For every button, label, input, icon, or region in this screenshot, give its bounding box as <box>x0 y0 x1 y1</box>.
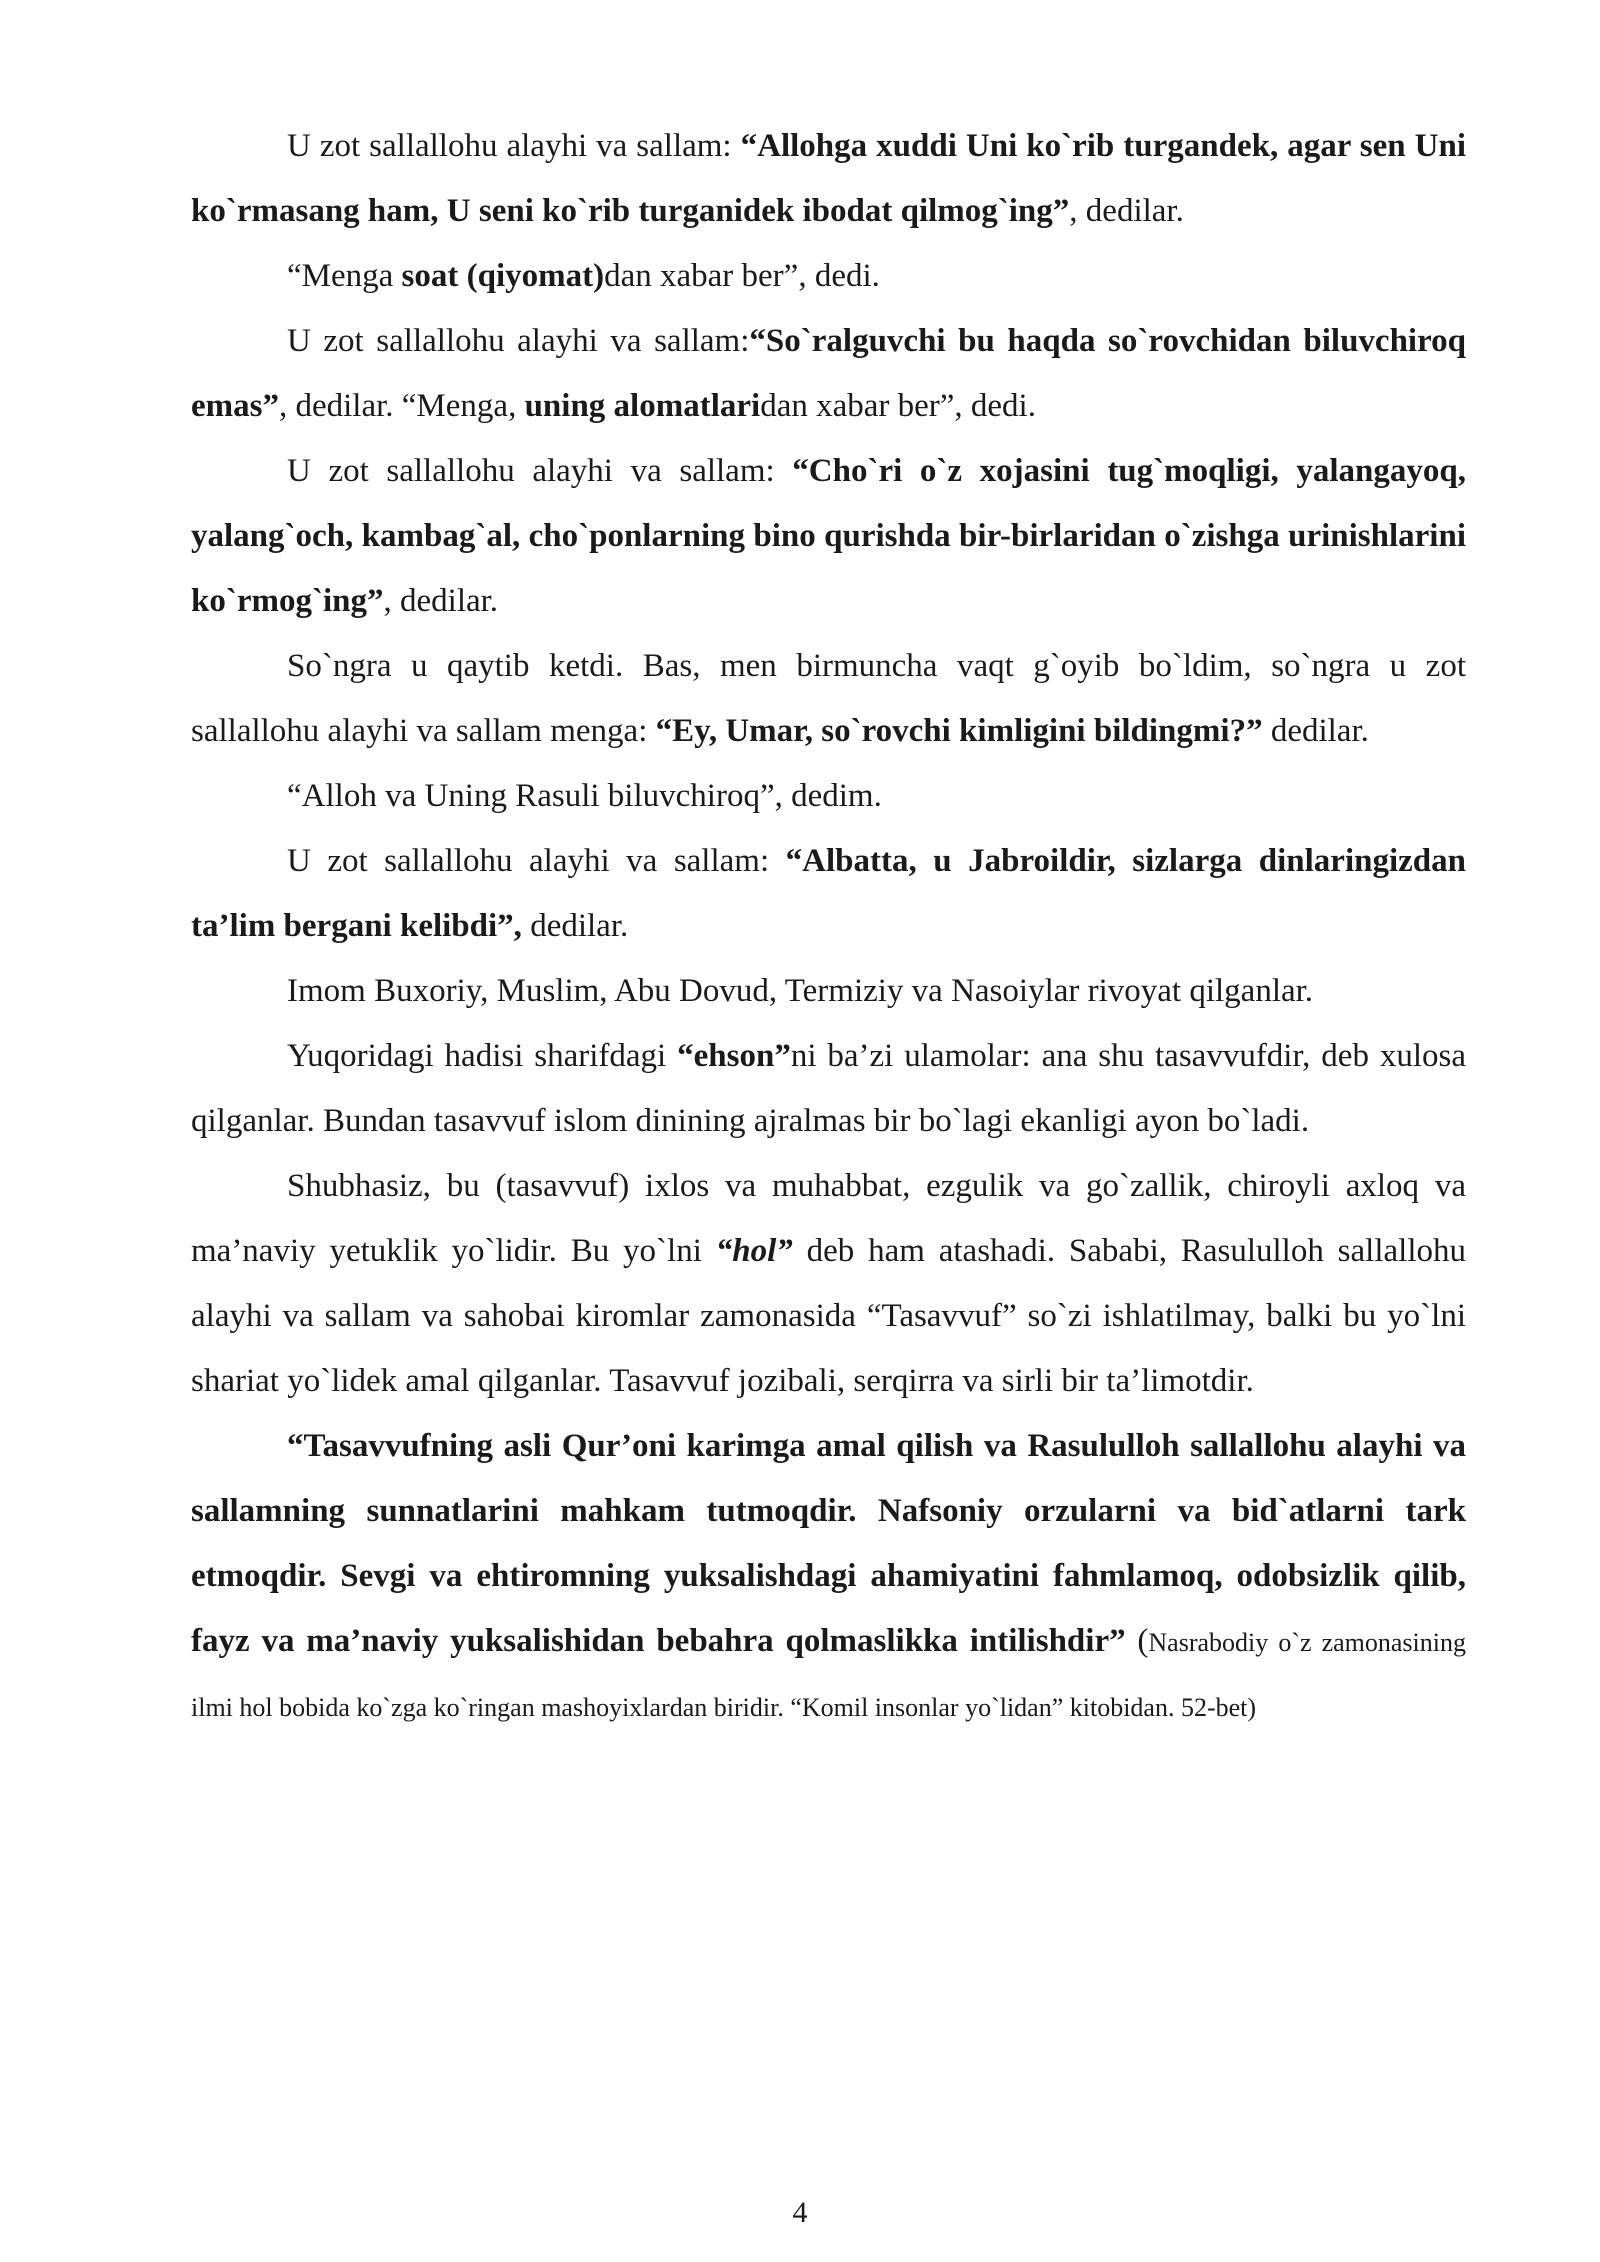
paragraph-9 <box>191 1024 1466 1154</box>
bold-quote: “Cho`ri o`z xojasini tug`moqligi, yalangayoq, yalang`och, kambag`al, cho`ponlarning bino qurishda bir-birlaridan o`zishga urinishlarini ko`rmog`ing” <box>191 453 1466 619</box>
paragraph-1 <box>191 114 1466 244</box>
document-body <box>191 114 1466 1739</box>
bold-quote: “Ey, Umar, so`rovchi kimligini bildingmi?” <box>655 713 1263 749</box>
paragraph-4 <box>191 439 1466 634</box>
text: deb ham atashadi. Sababi, Rasululloh sallallohu alayhi va sallam va sahobai kiromlar zamonasida “Tasavvuf” so`zi ishlatilmay, balki bu yo`lni shariat yo`lidek amal qilganlar. Tasavvuf jozibali, serqirra va sirli bir ta’limotdir. <box>191 1233 1466 1399</box>
page-number: 4 <box>792 2196 808 2229</box>
text: Yuqoridagi hadisi sharifdagi <box>287 1038 678 1074</box>
text: , dedilar. “Menga, <box>278 388 525 424</box>
text: U zot sallallohu alayhi va sallam: <box>287 323 750 359</box>
text: Shubhasiz, bu (tasavvuf) ixlos va muhabbat, ezgulik va go`zallik, chiroyli axloq va ma’naviy yetuklik yo`lidir. Bu yo`lni <box>191 1168 1466 1269</box>
text: ( <box>1125 1623 1149 1659</box>
paragraph-3 <box>191 309 1466 439</box>
text: U zot sallallohu alayhi va sallam: <box>287 128 741 164</box>
text: U zot sallallohu alayhi va sallam: <box>287 843 786 879</box>
bold-quote: “Allohga xuddi Uni ko`rib turgandek, agar sen Uni ko`rmasang ham, U seni ko`rib turganidek ibodat qilmog`ing” <box>191 128 1467 229</box>
text: “Menga <box>287 258 402 294</box>
paragraph-7 <box>191 829 1466 959</box>
bold-quote: “Tasavvufning asli Qur’oni karimga amal qilish va Rasululloh sallallohu alayhi va sallamning sunnatlarini mahkam tutmoqdir. Nafsoniy orzularni va bid`atlarni tark etmoqdir. Sevgi va ehtiromning yuksalishdagi ahamiyatini fahmlamoq, odobsizlik qilib, fayz va ma’naviy yuksalishidan bebahra qolmaslikka intilishdir” <box>191 1428 1466 1659</box>
text: So`ngra u qaytib ketdi. Bas, men birmuncha vaqt g`oyib bo`ldim, so`ngra u zot sallallohu alayhi va sallam menga: <box>191 648 1466 749</box>
text: dan xabar ber”, dedi. <box>760 388 1036 424</box>
text: U zot sallallohu alayhi va sallam: <box>287 453 793 489</box>
paragraph-8: Imom Buxoriy, Muslim, Abu Dovud, Termiziy va Nasoiylar rivoyat qilganlar. <box>287 973 1314 1009</box>
bold-term: “ehson” <box>677 1038 791 1074</box>
paragraph-2 <box>191 244 1466 309</box>
text: , dedilar. <box>1069 193 1184 229</box>
bold-term: uning alomatlari <box>524 388 761 424</box>
paragraph-6: “Alloh va Uning Rasuli biluvchiroq”, dedim. <box>287 778 882 814</box>
text: , dedilar. <box>383 583 499 619</box>
italic-term: “hol” <box>715 1233 793 1269</box>
bold-term: soat (qiyomat) <box>401 258 605 294</box>
text: ni ba’zi ulamolar: ana shu tasavvufdir, deb xulosa qilganlar. Bundan tasavvuf islom dinining ajralmas bir bo`lagi ekanligi ayon bo`ladi. <box>191 1038 1466 1139</box>
text: dedilar. <box>1262 713 1369 749</box>
text: dedilar. <box>521 908 629 944</box>
bold-italic-term <box>716 1233 793 1269</box>
paragraph-11 <box>191 1414 1466 1739</box>
text: dan xabar ber”, dedi. <box>604 258 880 294</box>
paragraph-10 <box>191 1154 1466 1414</box>
paragraph-5 <box>191 634 1466 764</box>
source-note: Nasrabodiy o`z zamonasining ilmi hol bobida ko`zga ko`ringan mashoyixlardan biridir. “Komil insonlar yo`lidan” kitobidan. 52-bet) <box>191 1628 1466 1722</box>
bold-quote: “So`ralguvchi bu haqda so`rovchidan biluvchiroq emas” <box>191 323 1467 424</box>
bold-quote: “Albatta, u Jabroildir, sizlarga dinlaringizdan ta’lim bergani kelibdi”, <box>191 843 1466 944</box>
